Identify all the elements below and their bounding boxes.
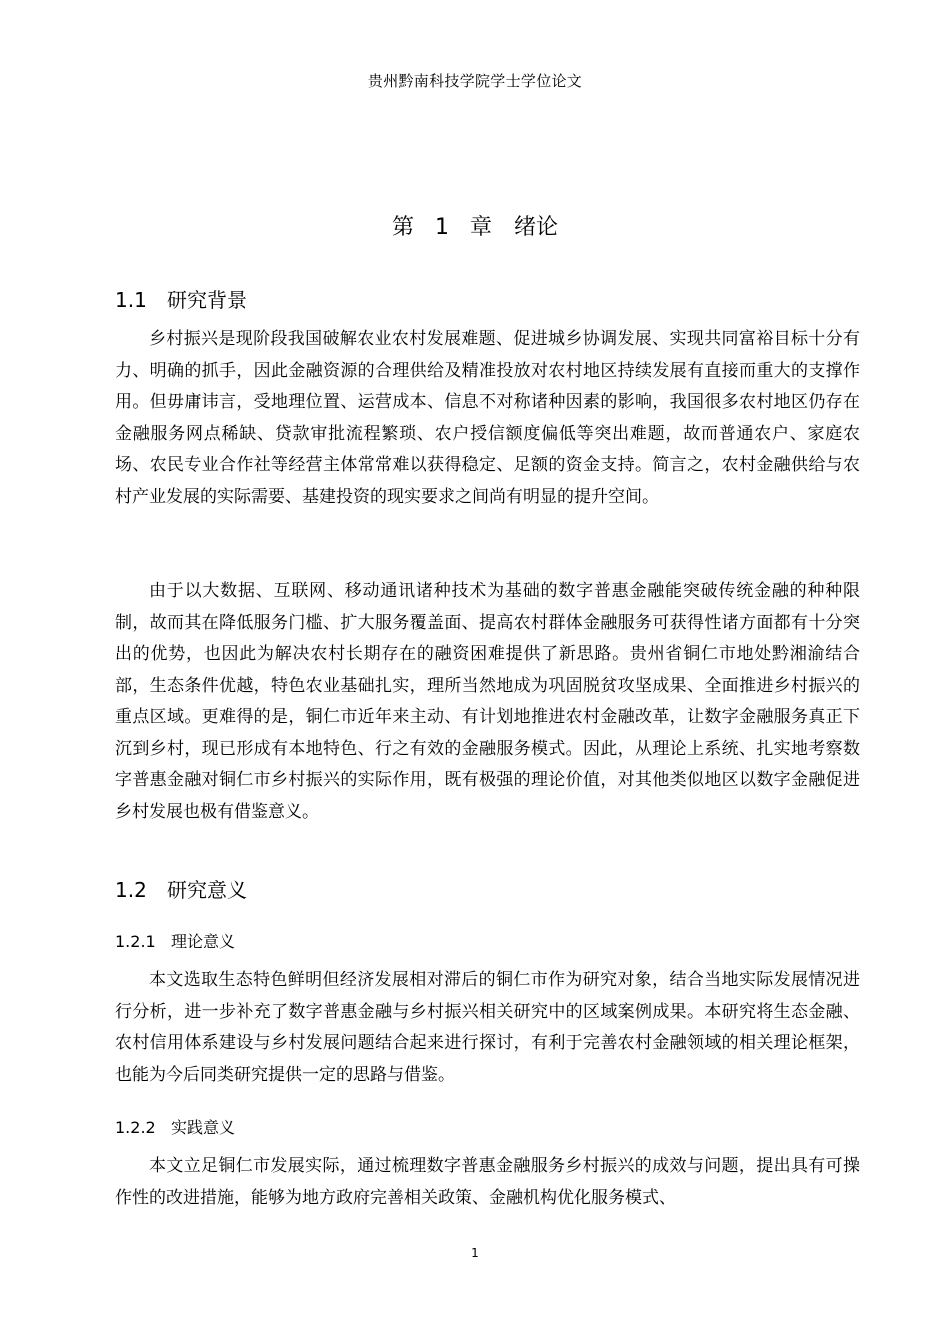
section-heading-1-1 [115, 284, 247, 313]
page-number: 1 [471, 1246, 479, 1260]
subsection-number: 1.2.2 [115, 1118, 156, 1137]
section-number: 1.1 [115, 288, 147, 312]
paragraph-research-background-1: 乡村振兴是现阶段我国破解农业农村发展难题、促进城乡协调发展、实现共同富裕目标十分有力、明确的抓手，因此金融资源的合理供给及精准投放对农村地区持续发展有直接而重大的支撑作用。但毋庸讳言，受地理位置、运营成本、信息不对称诸种因素的影响，我国很多农村地区仍存在金融服务网点稀缺、贷款审批流程繁琐、农户授信额度偏低等突出难题，故而普通农户、家庭农场、农民专业合作社等经营主体常常难以获得稳定、足额的资金支持。简言之，农村金融供给与农村产业发展的实际需要、基建投资的现实要求之间尚有明显的提升空间。 [115, 329, 860, 507]
paragraph-practical-significance: 本文立足铜仁市发展实际，通过梳理数字普惠金融服务乡村振兴的成效与问题，提出具有可操作性的改进措施，能够为地方政府完善相关政策、金融机构优化服务模式、 [115, 1156, 860, 1208]
subsection-heading-1-2-2 [115, 1115, 235, 1138]
subsection-title: 实践意义 [171, 1118, 236, 1137]
section-heading-1-2 [115, 874, 247, 903]
subsection-number: 1.2.1 [115, 932, 156, 951]
chapter-title: 第 1 章 绪论 [392, 215, 558, 240]
section-title: 研究背景 [167, 288, 247, 312]
subsection-heading-1-2-1 [115, 929, 235, 952]
subsection-title: 理论意义 [171, 932, 236, 951]
paragraph-theoretical-significance: 本文选取生态特色鲜明但经济发展相对滞后的铜仁市作为研究对象，结合当地实际发展情况进行分析，进一步补充了数字普惠金融与乡村振兴相关研究中的区域案例成果。本研究将生态金融、农村信用体系建设与乡村发展问题结合起来进行探讨，有利于完善农村金融领域的相关理论框架，也能为今后同类研究提供一定的思路与借鉴。 [115, 970, 860, 1085]
section-title: 研究意义 [167, 878, 247, 902]
section-number: 1.2 [115, 878, 147, 902]
running-header: 贵州黔南科技学院学士学位论文 [367, 72, 583, 90]
paragraph-research-background-2: 由于以大数据、互联网、移动通讯诸种技术为基础的数字普惠金融能突破传统金融的种种限制，故而其在降低服务门槛、扩大服务覆盖面、提高农村群体金融服务可获得性诸方面都有十分突出的优势，也因此为解决农村长期存在的融资困难提供了新思路。贵州省铜仁市地处黔湘渝结合部，生态条件优越，特色农业基础扎实，理所当然地成为巩固脱贫攻坚成果、全面推进乡村振兴的重点区域。更难得的是，铜仁市近年来主动、有计划地推进农村金融改革，让数字金融服务真正下沉到乡村，现已形成有本地特色、行之有效的金融服务模式。因此，从理论上系统、扎实地考察数字普惠金融对铜仁市乡村振兴的实际作用，既有极强的理论价值，对其他类似地区以数字金融促进乡村发展也极有借鉴意义。 [115, 581, 860, 822]
